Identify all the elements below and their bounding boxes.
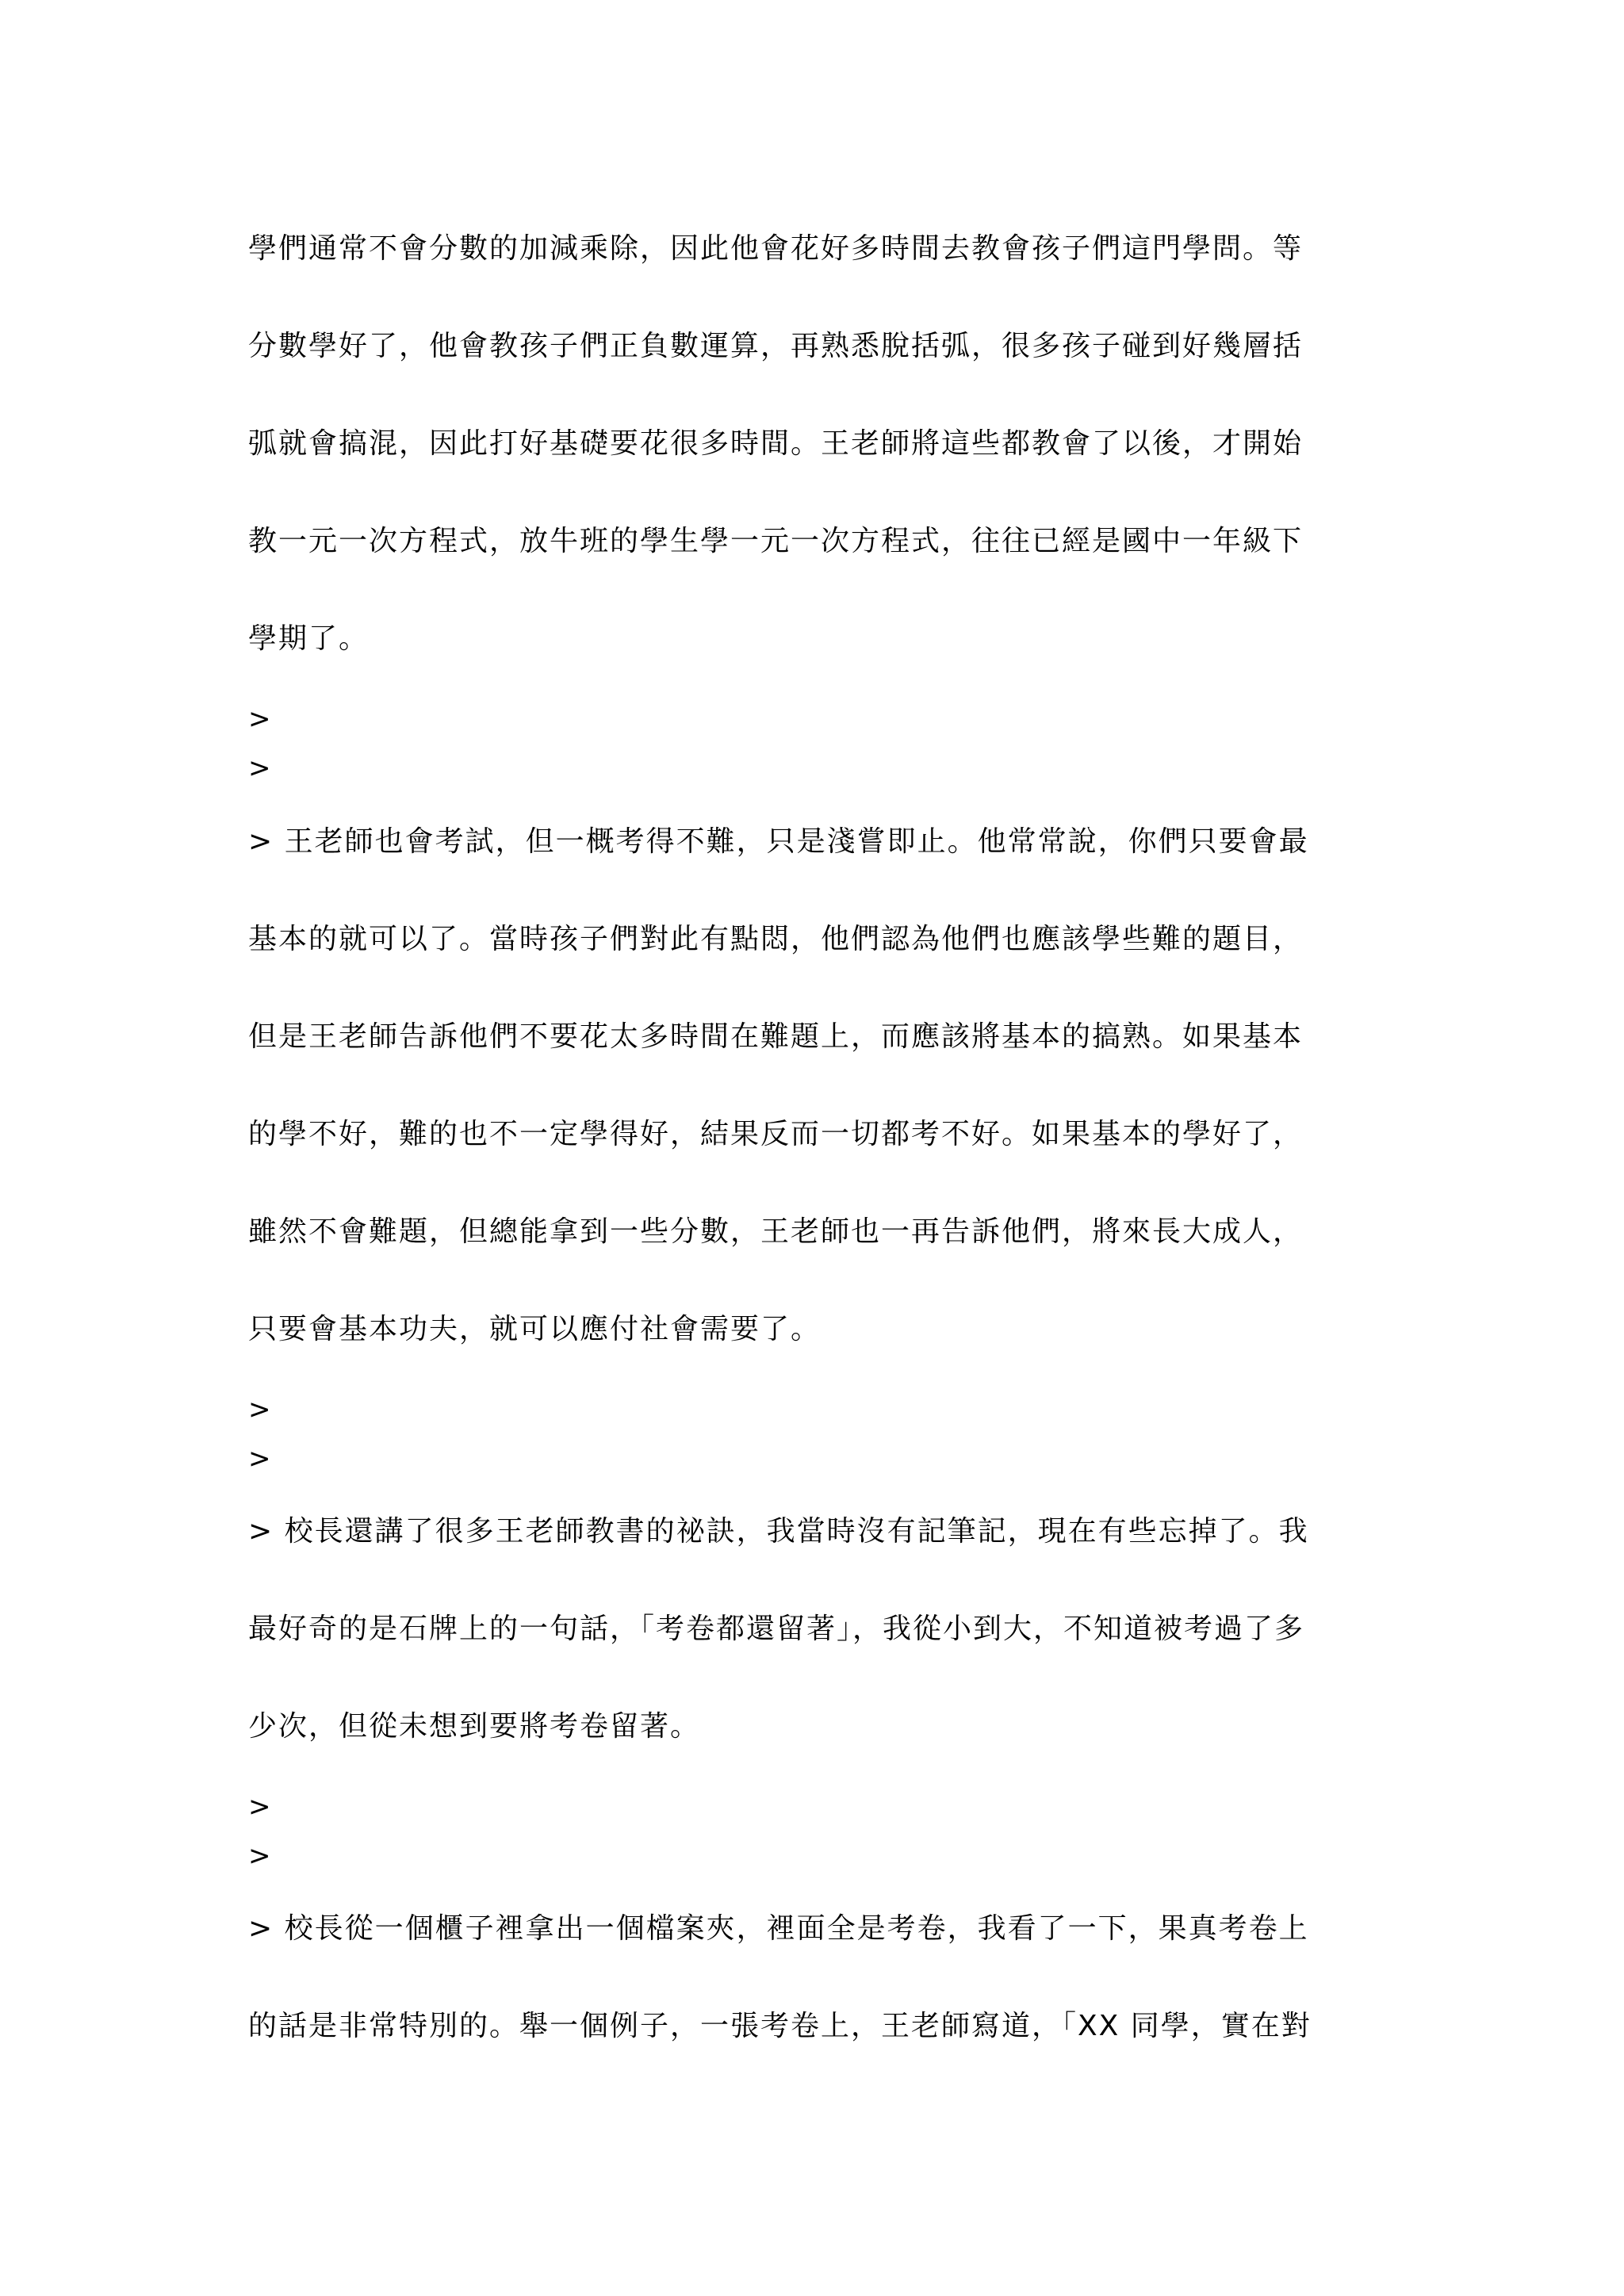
blockquote-marker: > xyxy=(248,1443,271,1475)
blockquote-marker: > xyxy=(248,1394,271,1425)
paragraph-line: 弧就會搞混，因此打好基礎要花很多時間。王老師將這些都教會了以後，才開始 xyxy=(248,427,1304,460)
paragraph-line: 少次，但從未想到要將考卷留著。 xyxy=(248,1710,701,1743)
paragraph-line: > 校長還講了很多王老師教書的祕訣，我當時沒有記筆記，現在有些忘掉了。我 xyxy=(248,1515,1309,1548)
blockquote-marker: > xyxy=(248,1791,271,1823)
paragraph-line: 基本的就可以了。當時孩子們對此有點悶，他們認為他們也應該學些難的題目， xyxy=(248,923,1304,955)
paragraph-line: 最好奇的是石牌上的一句話，「考卷都還留著」，我從小到大，不知道被考過了多 xyxy=(248,1613,1305,1645)
paragraph-line: 學們通常不會分數的加減乘除，因此他會花好多時間去教會孩子們這門學問。等 xyxy=(248,232,1304,265)
paragraph-line: 分數學好了，他會教孩子們正負數運算，再熟悉脫括弧，很多孩子碰到好幾層括 xyxy=(248,330,1304,362)
paragraph-line: 只要會基本功夫，就可以應付社會需要了。 xyxy=(248,1313,822,1345)
paragraph-line: 但是王老師告訴他們不要花太多時間在難題上，而應該將基本的搞熟。如果基本 xyxy=(248,1020,1304,1053)
blockquote-marker: > xyxy=(248,1840,271,1872)
paragraph-line: 雖然不會難題，但總能拿到一些分數，王老師也一再告訴他們，將來長大成人， xyxy=(248,1215,1304,1248)
blockquote-marker: > xyxy=(248,752,271,784)
paragraph-line: 的學不好，難的也不一定學得好，結果反而一切都考不好。如果基本的學好了， xyxy=(248,1118,1304,1150)
paragraph-line: > 王老師也會考試，但一概考得不難，只是淺嘗即止。他常常說，你們只要會最 xyxy=(248,825,1309,858)
paragraph-line: > 校長從一個櫃子裡拿出一個檔案夾，裡面全是考卷，我看了一下，果真考卷上 xyxy=(248,1912,1309,1945)
paragraph-line: 的話是非常特別的。舉一個例子，一張考卷上，王老師寫道，「XX 同學，實在對 xyxy=(248,2010,1312,2042)
blockquote-marker: > xyxy=(248,703,271,735)
paragraph-line: 教一元一次方程式，放牛班的學生學一元一次方程式，往往已經是國中一年級下 xyxy=(248,525,1304,557)
paragraph-line: 學期了。 xyxy=(248,622,370,655)
